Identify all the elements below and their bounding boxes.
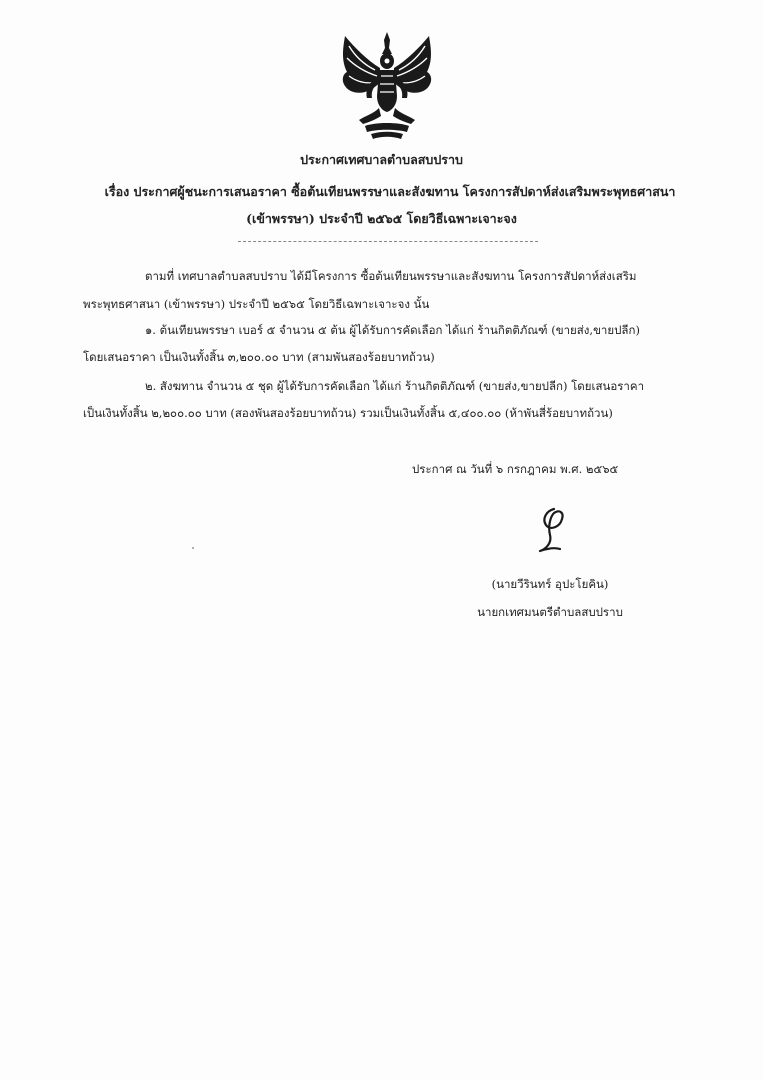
item-2-line-1: ๒. สังฆทาน จำนวน ๕ ชุด ผู้ได้รับการคัดเลือก ได้แก่ ร้านกิตติภัณฑ์ (ขายส่ง,ขายปลีก) โดยเสนอราคา — [145, 379, 645, 393]
subject-line-1: เรื่อง ประกาศผู้ชนะการเสนอราคา ซื้อต้นเทียนพรรษาและสังฆทาน โครงการสัปดาห์ส่งเสริมพระพุทธศาสนา — [104, 184, 676, 199]
issuer-title: ประกาศเทศบาลตำบลสบปราบ — [300, 152, 463, 167]
item-1-line-2: โดยเสนอราคา เป็นเงินทั้งสิ้น ๓,๒๐๐.๐๐ บาท (สามพันสองร้อยบาทถ้วน) — [83, 350, 435, 364]
title-divider — [238, 241, 538, 242]
scan-speck — [192, 547, 194, 549]
item-2-line-2: เป็นเงินทั้งสิ้น ๒,๒๐๐.๐๐ บาท (สองพันสองร้อยบาทถ้วน) รวมเป็นเงินทั้งสิ้น ๕,๔๐๐.๐๐ (ห้าพันสี่ร้อยบาทถ้วน) — [83, 406, 613, 420]
intro-line-2: พระพุทธศาสนา (เข้าพรรษา) ประจำปี ๒๕๖๕ โดยวิธีเฉพาะเจาะจง นั้น — [83, 297, 430, 311]
garuda-emblem-icon — [335, 30, 439, 142]
signatory-position: นายกเทศมนตรีตำบลสบปราบ — [477, 605, 623, 619]
handwritten-signature — [532, 505, 576, 557]
intro-line-1: ตามที่ เทศบาลตำบลสบปราบ ได้มีโครงการ ซื้อต้นเทียนพรรษาและสังฆทาน โครงการสัปดาห์ส่งเสริม — [145, 269, 637, 283]
item-1-line-1: ๑. ต้นเทียนพรรษา เบอร์ ๕ จำนวน ๕ ต้น ผู้ได้รับการคัดเลือก ได้แก่ ร้านกิตติภัณฑ์ (ขายส่ง,ขายปลีก) — [145, 323, 640, 337]
signatory-name: (นายวีรินทร์ อุปะโยคิน) — [491, 577, 609, 591]
announcement-date: ประกาศ ณ วันที่ ๖ กรกฎาคม พ.ศ. ๒๕๖๕ — [412, 462, 619, 476]
subject-line-2: (เข้าพรรษา) ประจำปี ๒๕๖๕ โดยวิธีเฉพาะเจาะจง — [246, 211, 517, 226]
